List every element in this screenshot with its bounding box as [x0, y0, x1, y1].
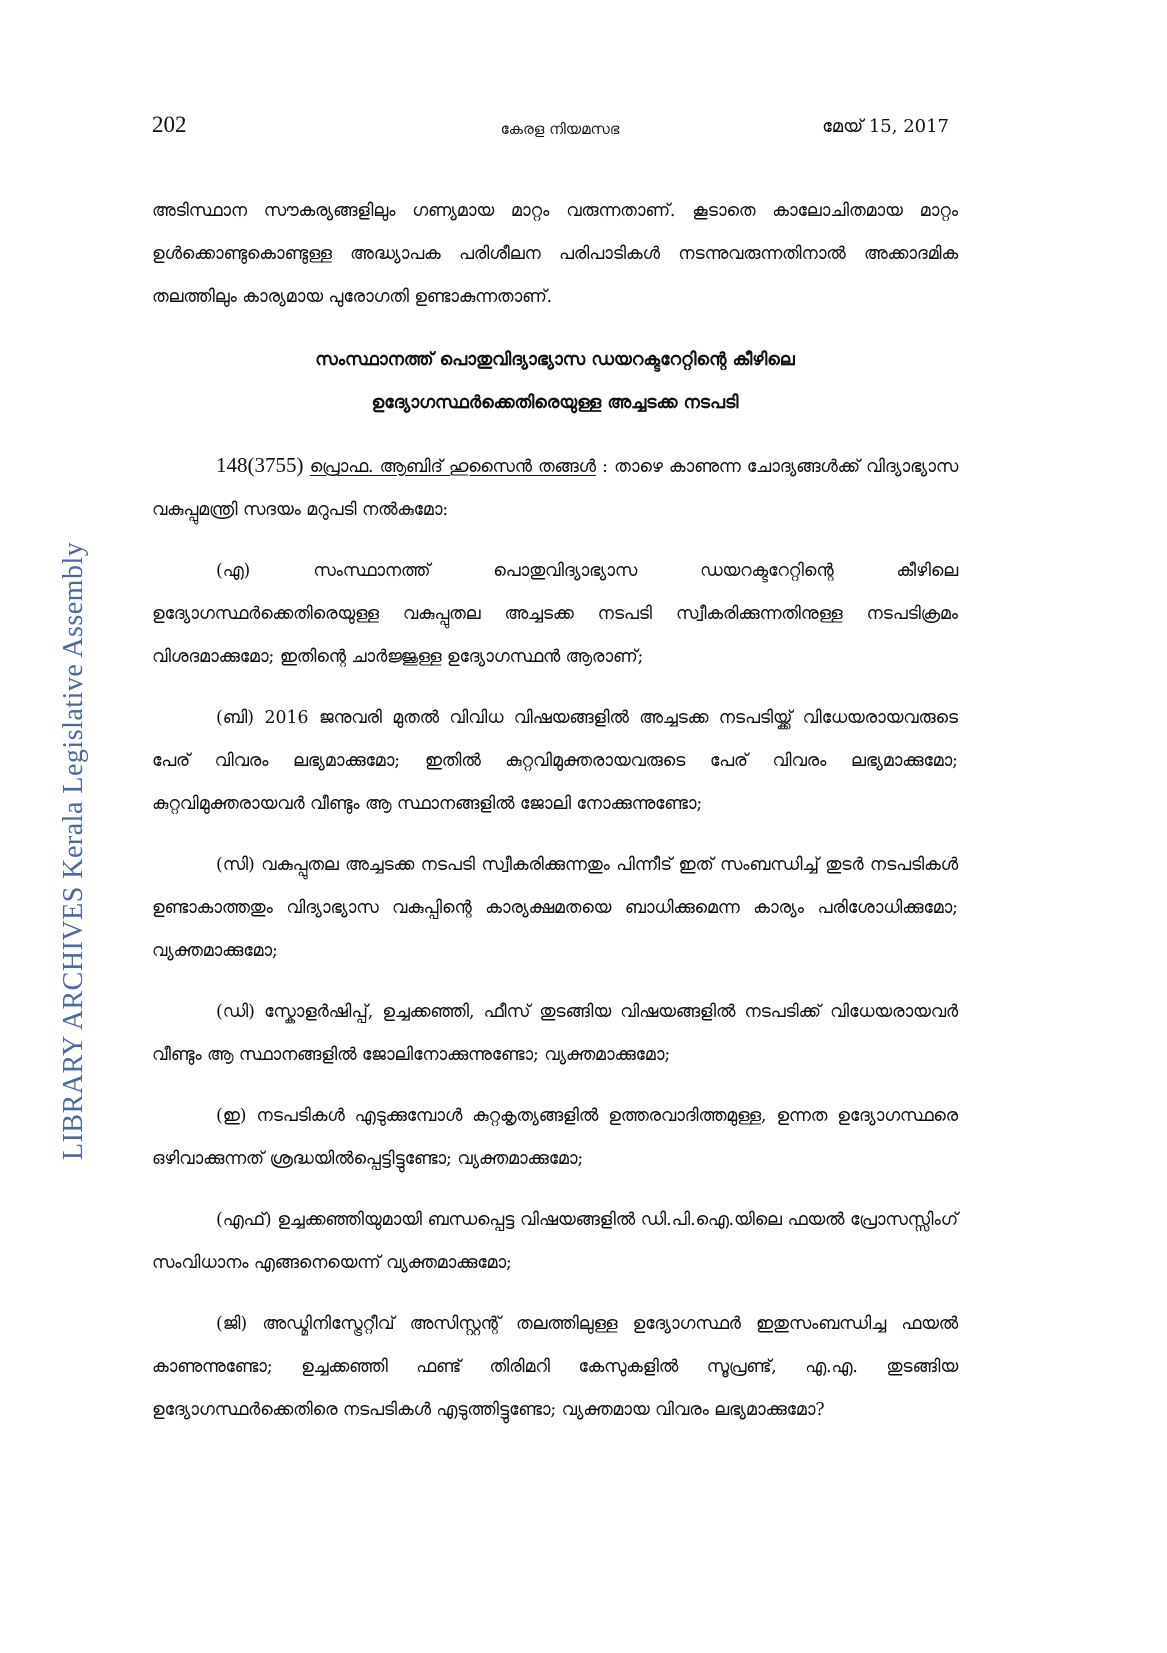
question-number: 148(3755) [216, 453, 304, 477]
page-number: 202 [152, 112, 187, 137]
sub-question-e: (ഇ) നടപടികൾ എടുക്കുമ്പോൾ കുറ്റകൃത്യങ്ങളിൽ ഉത്തരവാദിത്തമുള്ള, ഉന്നത ഉദ്യോഗസ്ഥരെ ഒഴിവാക്കുന്നത് ശ്രദ്ധയിൽപ്പെട്ടിട്ടുണ്ടോ; വ്യക്തമാക്കുമോ; [152, 1106, 958, 1169]
sub-question-b: (ബി) 2016 ജനുവരി മുതൽ വിവിധ വിഷയങ്ങളിൽ അച്ചടക്ക നടപടിയ്ക്ക് വിധേയരായവരുടെ പേര് വിവരം ലഭ്യമാക്കുമോ; ഇതിൽ കുറ്റവിമുക്തരായവരുടെ പേര് വിവരം ലഭ്യമാക്കുമോ; കുറ്റവിമുക്തരായവർ വീണ്ടും ആ സ്ഥാനങ്ങളിൽ ജോലി നോക്കുന്നുണ്ടോ; [152, 708, 958, 814]
section-heading-line-2: ഉദ്യോഗസ്ഥർക്കെതിരെയുള്ള അച്ചടക്ക നടപടി [371, 393, 739, 413]
section-heading-line-1: സംസ്ഥാനത്ത് പൊതുവിദ്യാഭ്യാസ ഡയറക്ടറേറ്റിന്റെ കീഴിലെ [315, 350, 795, 370]
header-date: മേയ് 15, 2017 [822, 116, 949, 137]
question-intro-text: താഴെ കാണുന്ന ചോദ്യങ്ങൾക്ക് വിദ്യാഭ്യാസ വകുപ്പുമന്ത്രി സദയം മറുപടി നൽകുമോ: [152, 457, 959, 520]
sub-question-d: (ഡി) സ്കോളർഷിപ്പ്, ഉച്ചക്കഞ്ഞി, ഫീസ് തുടങ്ങിയ വിഷയങ്ങളിൽ നടപടിക്ക് വിധേയരായവർ വീണ്ടും ആ സ്ഥാനങ്ങളിൽ ജോലിനോക്കുന്നുണ്ടോ; വ്യക്തമാക്കുമോ; [152, 1002, 958, 1065]
section-heading [152, 339, 958, 425]
question-intro [152, 444, 958, 532]
sub-question-g: (ജി) അഡ്മിനിസ്ട്രേറ്റീവ് അസിസ്റ്റന്റ് തലത്തിലുള്ള ഉദ്യോഗസ്ഥർ ഇതുസംബന്ധിച്ച ഫയൽ കാണുന്നുണ്ടോ; ഉച്ചക്കഞ്ഞി ഫണ്ട് തിരിമറി കേസുകളിൽ സൂപ്രണ്ട്, എ.എ. തുടങ്ങിയ ഉദ്യോഗസ്ഥർക്കെതിരെ നടപടികൾ എടുത്തിട്ടുണ്ടോ; വ്യക്തമായ വിവരം ലഭ്യമാക്കുമോ? [152, 1314, 958, 1420]
sub-question-c: (സി) വകുപ്പുതല അച്ചടക്ക നടപടി സ്വീകരിക്കുന്നതും പിന്നീട് ഇത് സംബന്ധിച്ച് തുടർ നടപടികൾ ഉണ്ടാകാത്തതും വിദ്യാഭ്യാസ വകുപ്പിന്റെ കാര്യക്ഷമതയെ ബാധിക്കുമെന്ന കാര്യം പരിശോധിക്കുമോ; വ്യക്തമാക്കുമോ; [152, 855, 958, 961]
intro-paragraph: അടിസ്ഥാന സൗകര്യങ്ങളിലും ഗണ്യമായ മാറ്റം വരുന്നതാണ്. കൂടാതെ കാലോചിതമായ മാറ്റം ഉൾക്കൊണ്ടുകൊണ്ടുള്ള അദ്ധ്യാപക പരിശീലന പരിപാടികൾ നടന്നുവരുന്നതിനാൽ അക്കാദമിക തലത്തിലും കാര്യമായ പുരോഗതി ഉണ്ടാകുന്നതാണ്. [152, 201, 958, 307]
library-archives-watermark: LIBRARY ARCHIVES Kerala Legislative Assembly [58, 541, 89, 1160]
member-name: പ്രൊഫ. ആബിദ് ഹുസൈൻ തങ്ങൾ [309, 457, 596, 477]
sub-question-a: (എ) സംസ്ഥാനത്ത് പൊതുവിദ്യാഭ്യാസ ഡയറക്ടറേറ്റിന്റെ കീഴിലെ ഉദ്യോഗസ്ഥർക്കെതിരെയുള്ള വകുപ്പുതല അച്ചടക്ക നടപടി സ്വീകരിക്കുന്നതിനുള്ള നടപടിക്രമം വിശദമാക്കുമോ; ഇതിന്റെ ചാർജ്ജുള്ള ഉദ്യോഗസ്ഥൻ ആരാണ്; [152, 561, 958, 667]
sub-question-f: (എഫ്) ഉച്ചക്കഞ്ഞിയുമായി ബന്ധപ്പെട്ട വിഷയങ്ങളിൽ ഡി.പി.ഐ.യിലെ ഫയൽ പ്രോസസ്സിംഗ് സംവിധാനം എങ്ങനെയെന്ന് വ്യക്തമാക്കുമോ; [152, 1210, 958, 1273]
document-body [152, 190, 958, 1450]
question-separator: : [602, 457, 608, 477]
running-title: കേരള നിയമസഭ [500, 120, 620, 138]
